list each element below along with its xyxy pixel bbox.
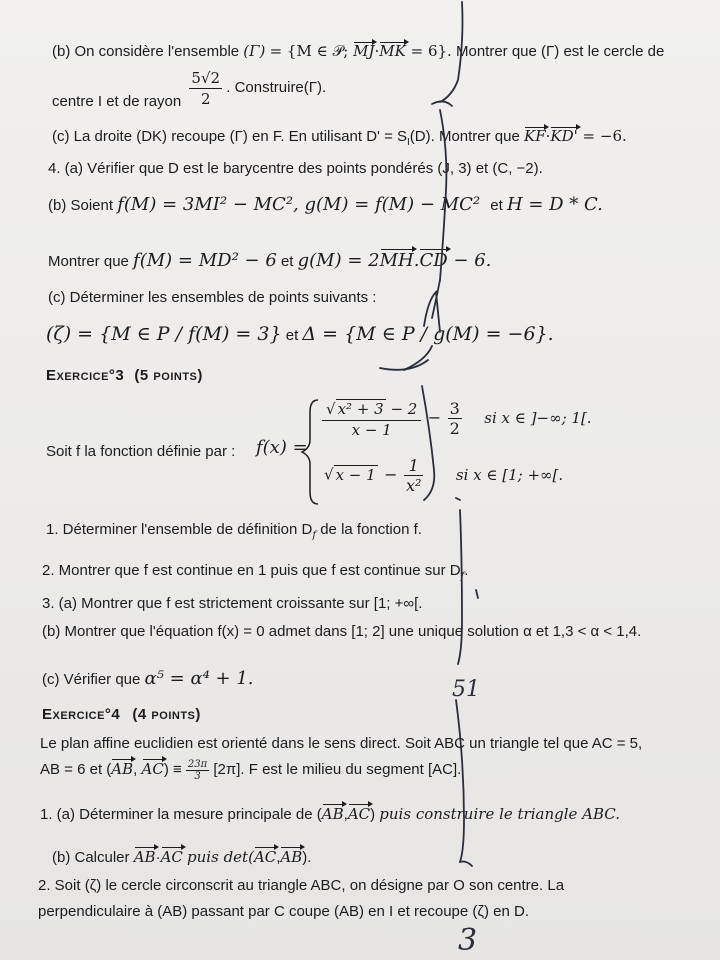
q4a-line: 4. (a) Vérifier que D est le barycentre des points pondérés (J, 3) et (C, −2). (48, 160, 543, 177)
function-definition-label: Soit f la fonction définie par : (46, 443, 236, 460)
angle-fraction: $\frac{23\pi}{3}$ (187, 758, 208, 782)
handwritten-mark-51: 51 (452, 677, 480, 702)
ex4-q1a: 1. (a) Déterminer la mesure principale de (AB,AC) puis construire le triangle ABC. (40, 805, 621, 823)
radius-line: centre I et de rayon $\frac{5√2}{2}$ . Construire(Γ). (52, 69, 327, 111)
q3c-line: (c) La droite (DK) recoupe (Γ) en F. En utilisant $D' = S_I(D)$. Montrer que KF·KD' = −6. (52, 127, 627, 148)
piece-2-fraction: $\frac{1}{\text{x²}}$ (405, 456, 422, 495)
q3b-gamma-definition: (b) On considère l'ensemble (Γ) = {M ∈ 𝒫; MJ·MK = 6}. Montrer que (Γ) est le cercle de (52, 42, 665, 60)
ex4-q1b: (b) Calculer AB·AC puis det(AC,AB). (52, 848, 312, 866)
piece-1: $\frac{\text{√ x² + 3 − 2}}{x - 1}$ − $\frac{3}{2}$ si x ∈ ]−∞; 1[. (322, 398, 592, 439)
piece-1-fraction: $\frac{\text{√ x² + 3 − 2}}{x - 1}$ (322, 398, 421, 439)
ex4-intro-2: AB = 6 et (AB, AC) ≡ $\frac{23\pi}{3}$ [2π]. F est le milieu du segment [AC]. (40, 758, 462, 782)
show-f-g-line: Montrer que f(M) = MD² − 6 et g(M) = 2MH.CD − 6. (48, 248, 720, 275)
ex3-q2: 2. Montrer que f est continue en 1 puis que f est continue sur $D_f$. (42, 562, 469, 582)
piece-2: √ x − 1 − $\frac{1}{\text{x²}}$ si x ∈ [1; +∞[. (324, 456, 564, 495)
ex4-intro-1: Le plan affine euclidien est orienté dans le sens direct. Soit ABC un triangle tel que AC = 5, (40, 735, 643, 752)
radius-fraction: $\frac{5√2}{2}$ (191, 69, 221, 108)
exercise-4-title: Exercice°4 (4 points) (42, 706, 201, 723)
sets-line: (ζ) = {M ∈ P / f(M) = 3} et Δ = {M ∈ P / g(M) = −6}. (46, 323, 554, 345)
fx-label: f(x) = (256, 437, 308, 458)
q4c-line: (c) Déterminer les ensembles de points suivants : (48, 289, 377, 306)
ex3-q1: 1. Déterminer l'ensemble de définition $D_f$ de la fonction f. (46, 521, 422, 541)
handwritten-mark-3: 3 (458, 923, 478, 958)
ex3-q3c: (c) Vérifier que α⁵ = α⁴ + 1. (42, 668, 254, 689)
q4b-line: (b) Soient f(M) = 3MI² − MC², g(M) = f(M) − MC² et H = D * C. (48, 194, 603, 215)
piece-1-three-halves: $\frac{3}{2}$ (449, 399, 460, 438)
ex4-q2-line-2: perpendiculaire à (AB) passant par C coupe (AB) en I et recoupe (ζ) en D. (38, 903, 530, 920)
ex3-q3b: (b) Montrer que l'équation f(x) = 0 admet dans [1; 2] une unique solution α et 1,3 < α < 1,4. (42, 623, 642, 640)
ex3-q3a: 3. (a) Montrer que f est strictement croissante sur [1; +∞[. (42, 595, 423, 612)
exercise-3-title: Exercice°3 (5 points) (46, 367, 203, 384)
ex4-q2-line-1: 2. Soit (ζ) le cercle circonscrit au triangle ABC, on désigne par O son centre. La (38, 877, 565, 894)
